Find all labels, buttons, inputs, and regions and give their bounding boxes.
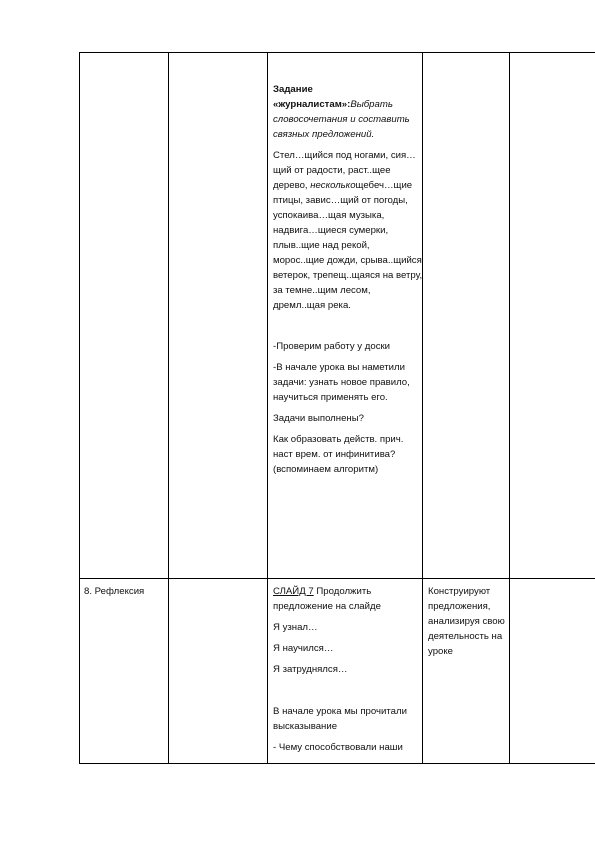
beginning-note: В начале урока мы прочитали высказывание: [273, 706, 407, 732]
task-heading: [273, 97, 423, 142]
task-instruction: Выбрать словосочетания и составить связных предложений.: [273, 99, 410, 140]
goals-line: -В начале урока вы наметили задачи: узнать новое правило, научиться применять его.: [273, 362, 410, 403]
taught-line: Я научился…: [273, 643, 334, 654]
slide-line: [273, 584, 421, 614]
row2-teacher-cell: [273, 584, 421, 761]
table-bottom-border: [79, 763, 595, 764]
exercise-italic-word: несколько: [310, 180, 356, 191]
column-line-2: [168, 52, 169, 764]
done-question: Задачи выполнены?: [273, 413, 364, 424]
difficult-line: Я затруднялся…: [273, 664, 348, 675]
table-top-border: [79, 52, 595, 53]
task-title-line2: «журналистам»:: [273, 99, 351, 110]
slide-label: СЛАЙД 7: [273, 586, 314, 597]
column-line-1: [79, 52, 80, 764]
learned-line: Я узнал…: [273, 622, 318, 633]
row1-teacher-cell: [273, 82, 423, 483]
slide-instruction: Продолжить предложение на слайде: [273, 586, 381, 612]
column-line-3: [267, 52, 268, 764]
check-line: -Проверим работу у доски: [273, 341, 391, 352]
exercise-text-start: Стел…щийся под ногами, сия…щий от радости, раст..щее дерево,: [273, 150, 416, 191]
question-line: - Чему способствовали наши: [273, 742, 403, 753]
algorithm-question: Как образовать действ. прич. наст врем. от инфинитива? (вспоминаем алгоритм): [273, 434, 404, 475]
row-divider: [79, 578, 595, 579]
stage-label: 8. Рефлексия: [84, 586, 145, 597]
task-title-line1: Задание: [273, 84, 313, 95]
exercise-text-rest: щебеч…щие птицы, завис…щий от погоды, успокаива…щая музыка, надвига…щиеся сумерки, плыв..щие над рекой, морос..щие дожди, срыва..щийся ветерок, трепещ..щаяся на ветру, за темне..щим лесом, дремл..щая река.: [273, 180, 423, 311]
student-activity: Конструируют предложения, анализируя свою деятельность на уроке: [428, 586, 505, 657]
column-line-5: [509, 52, 510, 764]
exercise-text: [273, 148, 423, 313]
